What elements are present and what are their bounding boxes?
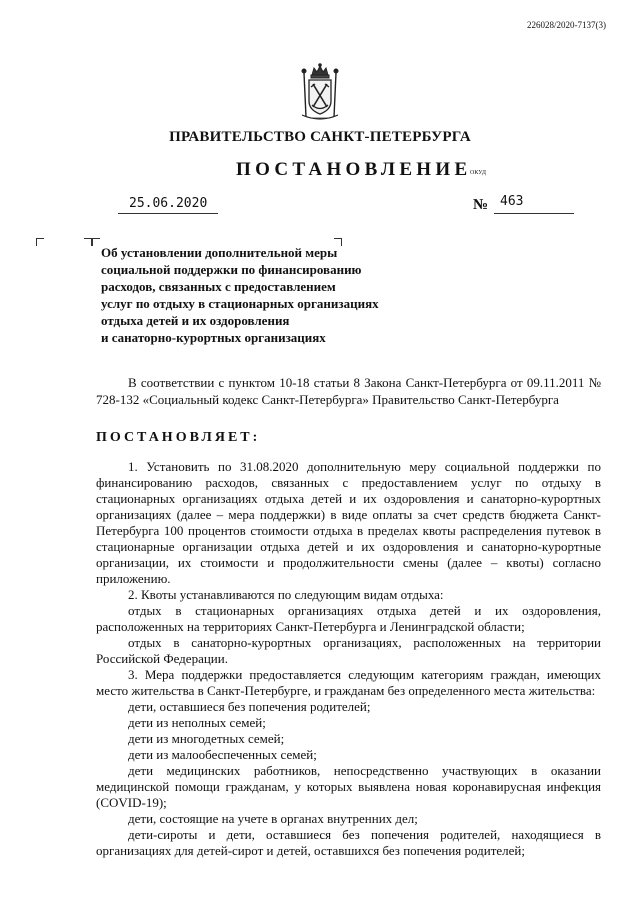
number-underline [494,213,574,214]
title-line: социальной поддержки по финансированию [101,262,362,277]
document-title [101,244,401,346]
resolves-heading: ПОСТАНОВЛЯЕТ: [96,430,261,445]
saint-petersburg-coat-of-arms-icon [296,63,344,128]
title-line: расходов, связанных с предоставлением [101,279,336,294]
body-paragraph: 3. Мера поддержки предоставляется следующим категориям граждан, имеющих место жительства в Санкт-Петербурге, и гражданам без определенного места жительства: [96,667,601,698]
body-paragraph: дети из неполных семей; [128,715,266,730]
body-paragraph: дети, оставшиеся без попечения родителей; [128,699,371,714]
body-paragraph: дети, состоящие на учете в органах внутренних дел; [128,811,418,826]
body-paragraph: отдых в стационарных организациях отдыха детей и их оздоровления, расположенных на территориях Санкт-Петербурга и Ленинградской области; [96,603,601,634]
number-label: № [473,197,489,213]
title-line: отдыха детей и их оздоровления [101,313,290,328]
body-paragraph: дети из многодетных семей; [128,731,285,746]
title-line: услуг по отдыху в стационарных организациях [101,296,379,311]
bracket-top-right [84,238,92,246]
document-type: ПОСТАНОВЛЕНИЕ [236,159,472,180]
document-date: 25.06.2020 [129,196,208,211]
body-paragraph: дети-сироты и дети, оставшиеся без попечения родителей, находящиеся в организациях для детей-сирот и детей, оставшихся без попечения родителей; [96,827,601,858]
bracket-top-left [36,238,44,246]
body-paragraph: дети из малообеспеченных семей; [128,747,317,762]
organization-name: ПРАВИТЕЛЬСТВО САНКТ-ПЕТЕРБУРГА [169,129,471,145]
document-code: 226028/2020-7137(3) [527,20,606,30]
body-paragraph: дети медицинских работников, непосредственно участвующих в оказании медицинской помощи гражданам, у которых выявлена новая коронавирусная инфекция (COVID-19); [96,763,601,810]
document-number: 463 [500,194,524,209]
preamble-paragraph: В соответствии с пунктом 10-18 статьи 8 Закона Санкт-Петербурга от 09.11.2011 № 728-132 «Социальный кодекс Санкт-Петербурга» Правительство Санкт-Петербурга [96,375,601,407]
bracket-top-left [92,238,100,246]
document-body [96,459,601,859]
body-paragraph: 2. Квоты устанавливаются по следующим видам отдыха: [128,587,444,602]
title-line: и санаторно-курортных организациях [101,330,326,345]
title-line: Об установлении дополнительной меры [101,245,338,260]
date-underline [118,213,218,214]
body-paragraph: 1. Установить по 31.08.2020 дополнительную меру социальной поддержки по финансированию расходов, связанных с предоставлением услуг по отдыху в стационарных организациях отдыха детей и их оздоровления и санаторно-курортных организациях (далее – мера поддержки) в виде оплаты за счет средств бюджета Санкт-Петербурга 100 процентов стоимости отдыха в пределах квоты распределения путевок в стационарные организации отдыха детей и их оздоровления и санаторно-курортные организации, их стоимости и продолжительности смены (далее – квоты) согласно приложению. [96,459,601,586]
okud-label: ОКУД [470,170,486,176]
body-paragraph: отдых в санаторно-курортных организациях, расположенных на территории Российской Федерации. [96,635,601,666]
